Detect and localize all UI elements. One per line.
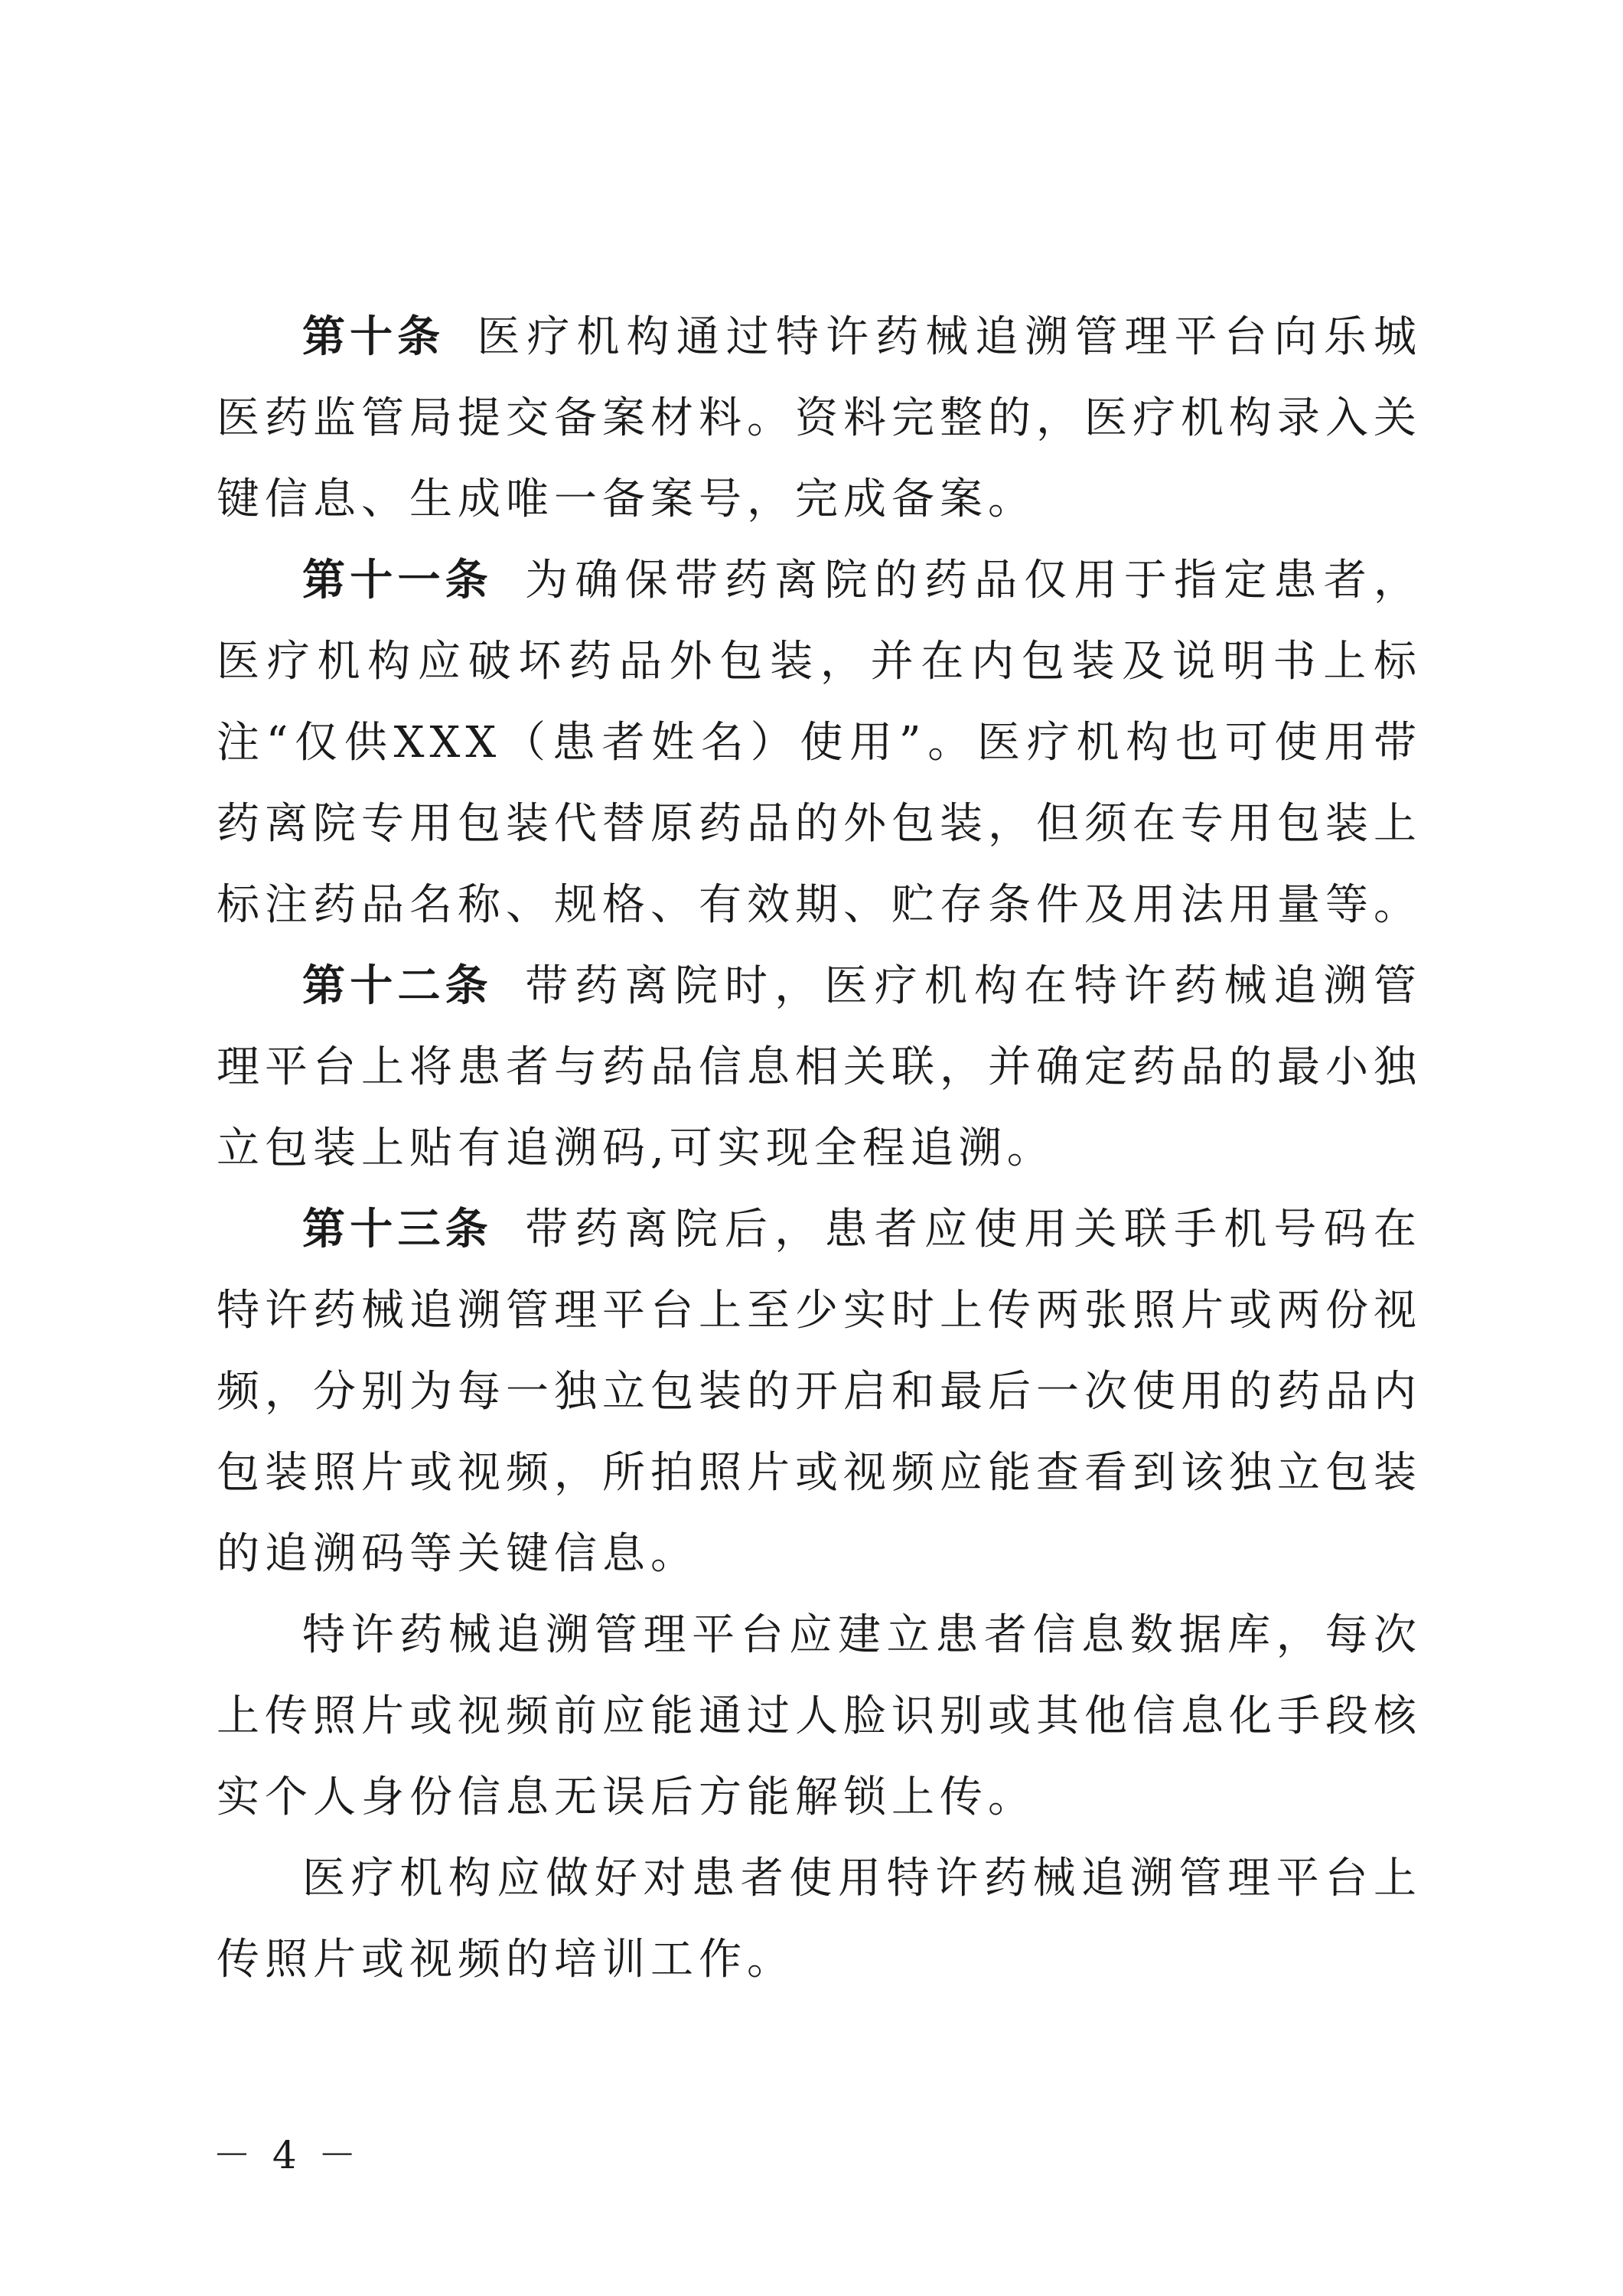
paragraph-text: 特许药械追溯管理平台应建立患者信息数据库，每次上传照片或视频前应能通过人脸识别或其他信息化手段核实个人身份信息无误后方能解锁上传。 — [217, 1610, 1422, 1822]
platform-database-paragraph — [217, 1595, 1422, 1838]
article-heading: 第十三条 — [302, 1205, 493, 1254]
article-text: 带药离院时，医疗机构在特许药械追溯管理平台上将患者与药品信息相关联，并确定药品的最小独立包装上贴有追溯码,可实现全程追溯。 — [217, 961, 1423, 1173]
article-text: 医疗机构通过特许药械追溯管理平台向乐城医药监管局提交备案材料。资料完整的，医疗机构录入关键信息、生成唯一备案号，完成备案。 — [217, 312, 1423, 524]
article-11-paragraph — [217, 540, 1422, 946]
article-13-paragraph — [217, 1189, 1422, 1595]
article-heading: 第十一条 — [302, 556, 493, 605]
article-text: 带药离院后，患者应使用关联手机号码在特许药械追溯管理平台上至少实时上传两张照片或两份视频，分别为每一独立包装的开启和最后一次使用的药品内包装照片或视频，所拍照片或视频应能查看到该独立包装的追溯码等关键信息。 — [217, 1205, 1423, 1579]
article-text: 为确保带药离院的药品仅用于指定患者，医疗机构应破坏药品外包装，并在内包装及说明书上标注“仅供XXX（患者姓名）使用”。医疗机构也可使用带药离院专用包装代替原药品的外包装，但须在专用包装上标注药品名称、规格、有效期、贮存条件及用法用量等。 — [217, 556, 1423, 930]
training-paragraph — [217, 1838, 1422, 2001]
article-12-paragraph — [217, 946, 1422, 1189]
document-body — [217, 297, 1422, 2001]
article-heading: 第十二条 — [302, 961, 493, 1011]
article-heading: 第十条 — [302, 312, 445, 362]
paragraph-text: 医疗机构应做好对患者使用特许药械追溯管理平台上传照片或视频的培训工作。 — [217, 1854, 1422, 1985]
article-10-paragraph — [217, 297, 1422, 540]
page-number: － 4 － — [213, 2133, 361, 2177]
